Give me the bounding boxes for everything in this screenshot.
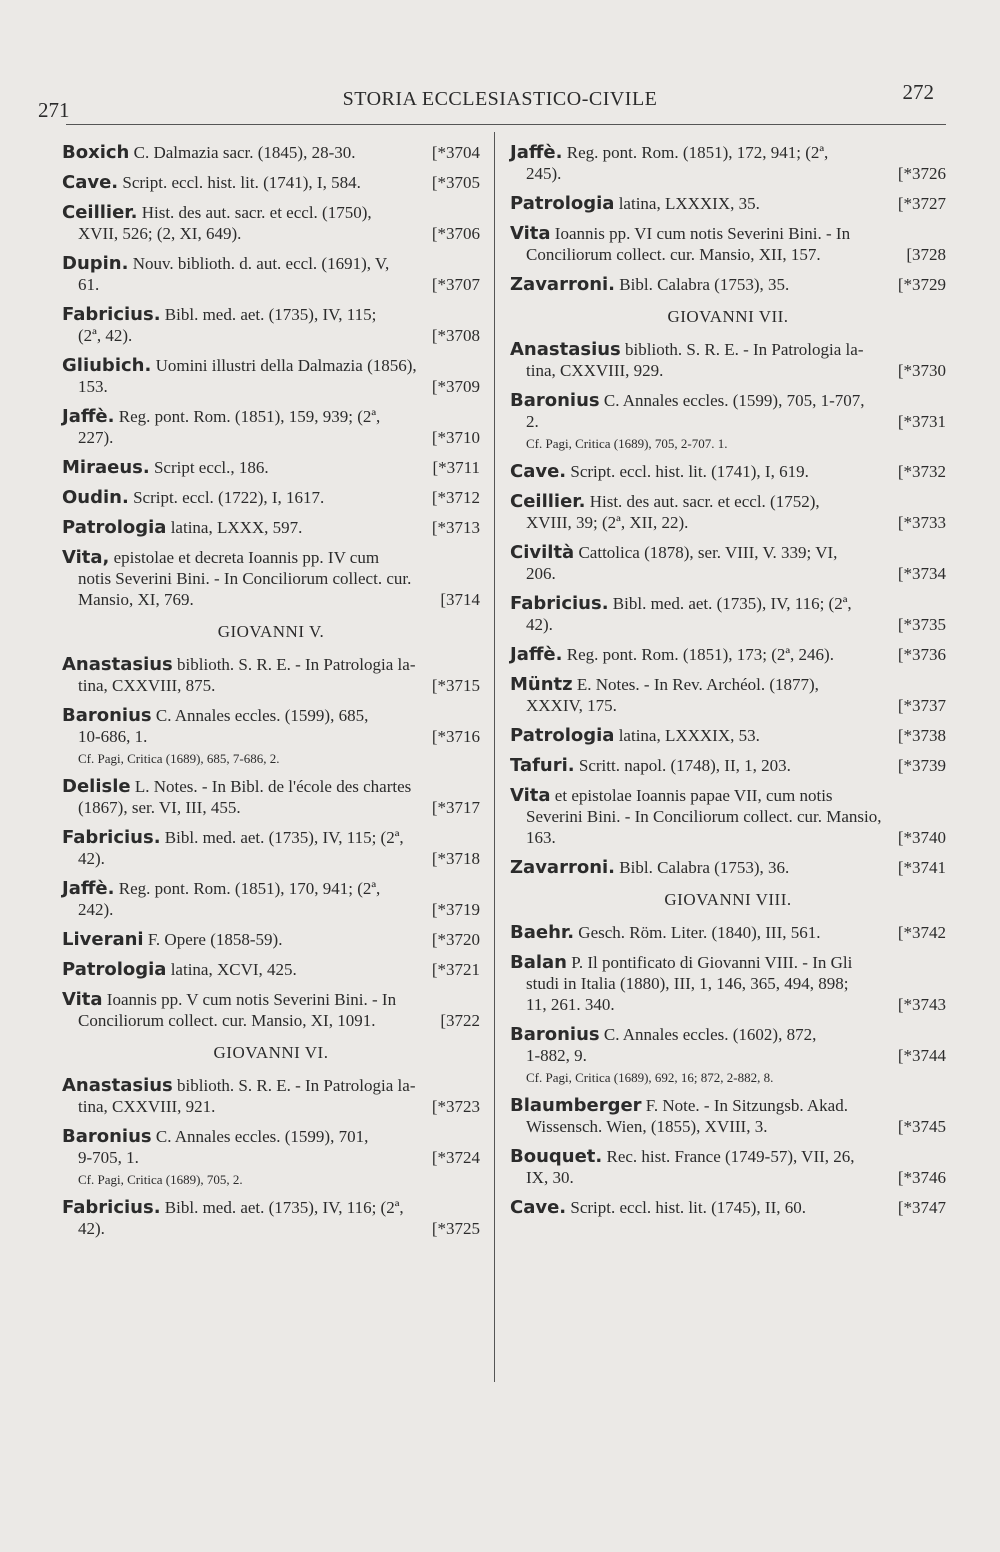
bibliography-entry xyxy=(62,1126,480,1168)
entry-line: Civiltà Cattolica (1878), ser. VIII, V. 339; VI, xyxy=(510,542,838,563)
bibliography-entry xyxy=(510,755,946,776)
bibliography-entry xyxy=(62,959,480,980)
entry-line: 153. [*3709 xyxy=(78,377,480,396)
entry-line: Ceillier. Hist. des aut. sacr. et eccl. (1750), xyxy=(62,202,372,223)
reference-number: [*3705 xyxy=(431,173,480,192)
reference-number: [*3737 xyxy=(897,696,946,715)
entry-line: Jaffè. Reg. pont. Rom. (1851), 173; (2ª, 246). [*3736 xyxy=(510,644,946,665)
bibliography-entry xyxy=(62,989,480,1031)
bibliography-entry xyxy=(510,339,946,381)
reference-number: [*3704 xyxy=(431,143,480,162)
bibliography-entry xyxy=(62,1197,480,1239)
bibliography-entry xyxy=(62,355,480,397)
entry-line: 1-882, 9. [*3744 xyxy=(526,1046,946,1065)
bibliography-entry xyxy=(510,857,946,878)
reference-number: [*3731 xyxy=(897,412,946,431)
entry-line: Vita et epistolae Ioannis papae VII, cum notis xyxy=(510,785,833,806)
reference-number: [*3740 xyxy=(897,828,946,847)
entry-line: Baronius C. Annales eccles. (1599), 705, 1-707, xyxy=(510,390,865,411)
reference-number: [*3732 xyxy=(897,462,946,481)
entry-line: Dupin. Nouv. biblioth. d. aut. eccl. (1691), V, xyxy=(62,253,390,274)
reference-number: [*3720 xyxy=(431,930,480,949)
bibliography-entry xyxy=(62,776,480,818)
entry-line: 42). [*3725 xyxy=(78,1219,480,1238)
entry-line: Jaffè. Reg. pont. Rom. (1851), 172, 941; (2ª, xyxy=(510,142,829,163)
entry-line: Fabricius. Bibl. med. aet. (1735), IV, 116; (2ª, xyxy=(510,593,852,614)
entry-line: 227). [*3710 xyxy=(78,428,480,447)
entry-line: Anastasius biblioth. S. R. E. - In Patrologia la- xyxy=(62,654,416,675)
bibliography-entry xyxy=(510,142,946,184)
reference-number: [*3734 xyxy=(897,564,946,583)
bibliography-entry xyxy=(62,1075,480,1117)
bibliography-entry xyxy=(510,491,946,533)
bibliography-entry xyxy=(510,542,946,584)
entry-line: Ceillier. Hist. des aut. sacr. et eccl. (1752), xyxy=(510,491,820,512)
reference-number: [*3730 xyxy=(897,361,946,380)
bibliography-entry xyxy=(62,517,480,538)
page-number-right: 272 xyxy=(902,80,934,104)
entry-line: 245). [*3726 xyxy=(526,164,946,183)
section-heading: GIOVANNI V. xyxy=(217,622,325,641)
entry-line: 9-705, 1. [*3724 xyxy=(78,1148,480,1167)
entry-line: Jaffè. Reg. pont. Rom. (1851), 170, 941; (2ª, xyxy=(62,878,381,899)
reference-number: [*3719 xyxy=(431,900,480,919)
bibliography-entry xyxy=(62,202,480,244)
bibliography-entry xyxy=(510,952,946,1015)
entry-line: Conciliorum collect. cur. Mansio, XI, 1091. [3722 xyxy=(78,1011,480,1030)
entry-line: Balan P. Il pontificato di Giovanni VIII. - In Gli xyxy=(510,952,853,973)
entry-line: Severini Bini. - In Conciliorum collect. cur. Mansio, xyxy=(526,807,882,826)
section-heading: GIOVANNI VII. xyxy=(667,307,789,326)
entry-line: Patrologia latina, XCVI, 425. [*3721 xyxy=(62,959,480,980)
entry-line: Tafuri. Scritt. napol. (1748), II, 1, 203. [*3739 xyxy=(510,755,946,776)
entry-line: Fabricius. Bibl. med. aet. (1735), IV, 115; xyxy=(62,304,377,325)
bibliography-entry xyxy=(62,487,480,508)
bibliography-entry xyxy=(510,644,946,665)
bibliography-entry xyxy=(510,593,946,635)
bibliography-entry xyxy=(62,142,480,163)
reference-number: [3722 xyxy=(440,1011,480,1030)
entry-line: studi in Italia (1880), III, 1, 146, 365, 494, 898; xyxy=(526,974,849,993)
bibliography-entry xyxy=(62,253,480,295)
entry-line: Patrologia latina, LXXXIX, 53. [*3738 xyxy=(510,725,946,746)
entry-line: 11, 261. 340. [*3743 xyxy=(526,995,946,1014)
reference-number: [*3721 xyxy=(431,960,480,979)
reference-number: [*3747 xyxy=(897,1198,946,1217)
reference-number: [*3713 xyxy=(431,518,480,537)
reference-number: [*3724 xyxy=(431,1148,480,1167)
reference-number: [*3717 xyxy=(431,798,480,817)
entry-line: Oudin. Script. eccl. (1722), I, 1617. [*3712 xyxy=(62,487,480,508)
entry-line: 42). [*3735 xyxy=(526,615,946,634)
entry-line: Delisle L. Notes. - In Bibl. de l'école des chartes xyxy=(62,776,412,797)
entry-line: Miraeus. Script eccl., 186. [*3711 xyxy=(62,457,480,478)
entry-line: 163. [*3740 xyxy=(526,828,946,847)
header-rule xyxy=(66,124,946,125)
section-heading: GIOVANNI VIII. xyxy=(664,890,792,909)
bibliography-entry xyxy=(510,922,946,943)
bibliography-entry xyxy=(62,827,480,869)
entry-line: Mansio, XI, 769. [3714 xyxy=(78,590,480,609)
reference-number: [*3716 xyxy=(431,727,480,746)
bibliography-entry xyxy=(62,705,480,747)
entry-line: Anastasius biblioth. S. R. E. - In Patrologia la- xyxy=(62,1075,416,1096)
entry-line: 2. [*3731 xyxy=(526,412,946,431)
section-heading: GIOVANNI VI. xyxy=(213,1043,329,1062)
entry-line: Cave. Script. eccl. hist. lit. (1745), II, 60. [*3747 xyxy=(510,1197,946,1218)
reference-number: [3714 xyxy=(440,590,480,609)
footnote: Cf. Pagi, Critica (1689), 705, 2-707. 1. xyxy=(526,436,728,451)
bibliography-entry xyxy=(510,725,946,746)
reference-number: [*3708 xyxy=(431,326,480,345)
entry-line: (1867), ser. VI, III, 455. [*3717 xyxy=(78,798,480,817)
entry-line: Cave. Script. eccl. hist. lit. (1741), I, 584. [*3705 xyxy=(62,172,480,193)
entry-line: Vita, epistolae et decreta Ioannis pp. IV cum xyxy=(62,547,380,568)
reference-number: [*3743 xyxy=(897,995,946,1014)
reference-number: [*3745 xyxy=(897,1117,946,1136)
entry-line: Müntz E. Notes. - In Rev. Archéol. (1877), xyxy=(510,674,819,695)
reference-number: [*3744 xyxy=(897,1046,946,1065)
entry-line: 206. [*3734 xyxy=(526,564,946,583)
entry-line: tina, CXXVIII, 929. [*3730 xyxy=(526,361,946,380)
reference-number: [*3712 xyxy=(431,488,480,507)
entry-line: 61. [*3707 xyxy=(78,275,480,294)
entry-line: tina, CXXVIII, 921. [*3723 xyxy=(78,1097,480,1116)
reference-number: [*3736 xyxy=(897,645,946,664)
reference-number: [*3726 xyxy=(897,164,946,183)
reference-number: [*3723 xyxy=(431,1097,480,1116)
entry-line: Blaumberger F. Note. - In Sitzungsb. Akad. xyxy=(510,1095,848,1116)
entry-line: Baronius C. Annales eccles. (1602), 872, xyxy=(510,1024,817,1045)
reference-number: [*3729 xyxy=(897,275,946,294)
reference-number: [*3718 xyxy=(431,849,480,868)
entry-line: XVIII, 39; (2ª, XII, 22). [*3733 xyxy=(526,513,946,532)
entry-line: Boxich C. Dalmazia sacr. (1845), 28-30. [*3704 xyxy=(62,142,480,163)
reference-number: [*3742 xyxy=(897,923,946,942)
reference-number: [*3725 xyxy=(431,1219,480,1238)
bibliography-entry xyxy=(510,785,946,848)
bibliography-entry xyxy=(62,878,480,920)
bibliography-entry xyxy=(510,461,946,482)
page-header xyxy=(0,80,1000,120)
bibliography-entry xyxy=(62,547,480,610)
entry-line: XXXIV, 175. [*3737 xyxy=(526,696,946,715)
entry-line: IX, 30. [*3746 xyxy=(526,1168,946,1187)
entry-line: Conciliorum collect. cur. Mansio, XII, 157. [3728 xyxy=(526,245,946,264)
bibliography-entry xyxy=(62,304,480,346)
entry-line: Bouquet. Rec. hist. France (1749-57), VII, 26, xyxy=(510,1146,855,1167)
entry-line: (2ª, 42). [*3708 xyxy=(78,326,480,345)
reference-number: [*3739 xyxy=(897,756,946,775)
bibliography-entry xyxy=(510,390,946,432)
entry-line: Anastasius biblioth. S. R. E. - In Patrologia la- xyxy=(510,339,864,360)
footnote: Cf. Pagi, Critica (1689), 705, 2. xyxy=(78,1172,243,1187)
entry-line: Baronius C. Annales eccles. (1599), 685, xyxy=(62,705,369,726)
entry-line: Vita Ioannis pp. V cum notis Severini Bini. - In xyxy=(62,989,397,1010)
column-divider xyxy=(494,132,495,1382)
reference-number: [*3727 xyxy=(897,194,946,213)
reference-number: [*3709 xyxy=(431,377,480,396)
reference-number: [*3746 xyxy=(897,1168,946,1187)
bibliography-entry xyxy=(510,193,946,214)
reference-number: [*3715 xyxy=(431,676,480,695)
footnote: Cf. Pagi, Critica (1689), 685, 7-686, 2. xyxy=(78,751,280,766)
left-column xyxy=(62,142,480,1248)
bibliography-entry xyxy=(62,929,480,950)
reference-number: [*3733 xyxy=(897,513,946,532)
entry-line: Vita Ioannis pp. VI cum notis Severini Bini. - In xyxy=(510,223,851,244)
reference-number: [*3707 xyxy=(431,275,480,294)
reference-number: [*3706 xyxy=(431,224,480,243)
bibliography-entry xyxy=(510,274,946,295)
reference-number: [*3735 xyxy=(897,615,946,634)
bibliography-entry xyxy=(62,654,480,696)
bibliography-entry xyxy=(510,674,946,716)
reference-number: [*3741 xyxy=(897,858,946,877)
reference-number: [*3710 xyxy=(431,428,480,447)
right-column xyxy=(510,142,946,1227)
footnote: Cf. Pagi, Critica (1689), 692, 16; 872, 2-882, 8. xyxy=(526,1070,774,1085)
entry-line: tina, CXXVIII, 875. [*3715 xyxy=(78,676,480,695)
bibliography-entry xyxy=(510,1146,946,1188)
entry-line: 242). [*3719 xyxy=(78,900,480,919)
entry-line: Gliubich. Uomini illustri della Dalmazia (1856), xyxy=(62,355,417,376)
bibliography-entry xyxy=(510,1197,946,1218)
entry-line: Jaffè. Reg. pont. Rom. (1851), 159, 939; (2ª, xyxy=(62,406,381,427)
reference-number: [*3711 xyxy=(432,458,480,477)
entry-line: Liverani F. Opere (1858-59). [*3720 xyxy=(62,929,480,950)
entry-line: 10-686, 1. [*3716 xyxy=(78,727,480,746)
running-title: STORIA ECCLESIASTICO-CIVILE xyxy=(342,88,658,110)
entry-line: 42). [*3718 xyxy=(78,849,480,868)
entry-line: Fabricius. Bibl. med. aet. (1735), IV, 115; (2ª, xyxy=(62,827,404,848)
entry-line: Baronius C. Annales eccles. (1599), 701, xyxy=(62,1126,369,1147)
entry-line: Fabricius. Bibl. med. aet. (1735), IV, 116; (2ª, xyxy=(62,1197,404,1218)
bibliography-entry xyxy=(62,406,480,448)
entry-line: Patrologia latina, LXXXIX, 35. [*3727 xyxy=(510,193,946,214)
reference-number: [3728 xyxy=(906,245,946,264)
bibliography-entry xyxy=(510,223,946,265)
bibliography-entry xyxy=(62,457,480,478)
bibliography-entry xyxy=(510,1095,946,1137)
entry-line: Patrologia latina, LXXX, 597. [*3713 xyxy=(62,517,480,538)
bibliography-entry xyxy=(62,172,480,193)
entry-line: XVII, 526; (2, XI, 649). [*3706 xyxy=(78,224,480,243)
entry-line: Zavarroni. Bibl. Calabra (1753), 36. [*3741 xyxy=(510,857,946,878)
entry-line: Cave. Script. eccl. hist. lit. (1741), I, 619. [*3732 xyxy=(510,461,946,482)
entry-line: Baehr. Gesch. Röm. Liter. (1840), III, 561. [*3742 xyxy=(510,922,946,943)
bibliography-entry xyxy=(510,1024,946,1066)
entry-line: Wissensch. Wien, (1855), XVIII, 3. [*3745 xyxy=(526,1117,946,1136)
entry-line: Zavarroni. Bibl. Calabra (1753), 35. [*3729 xyxy=(510,274,946,295)
page-number-left: 271 xyxy=(38,98,70,122)
reference-number: [*3738 xyxy=(897,726,946,745)
entry-line: notis Severini Bini. - In Conciliorum collect. cur. xyxy=(78,569,412,588)
